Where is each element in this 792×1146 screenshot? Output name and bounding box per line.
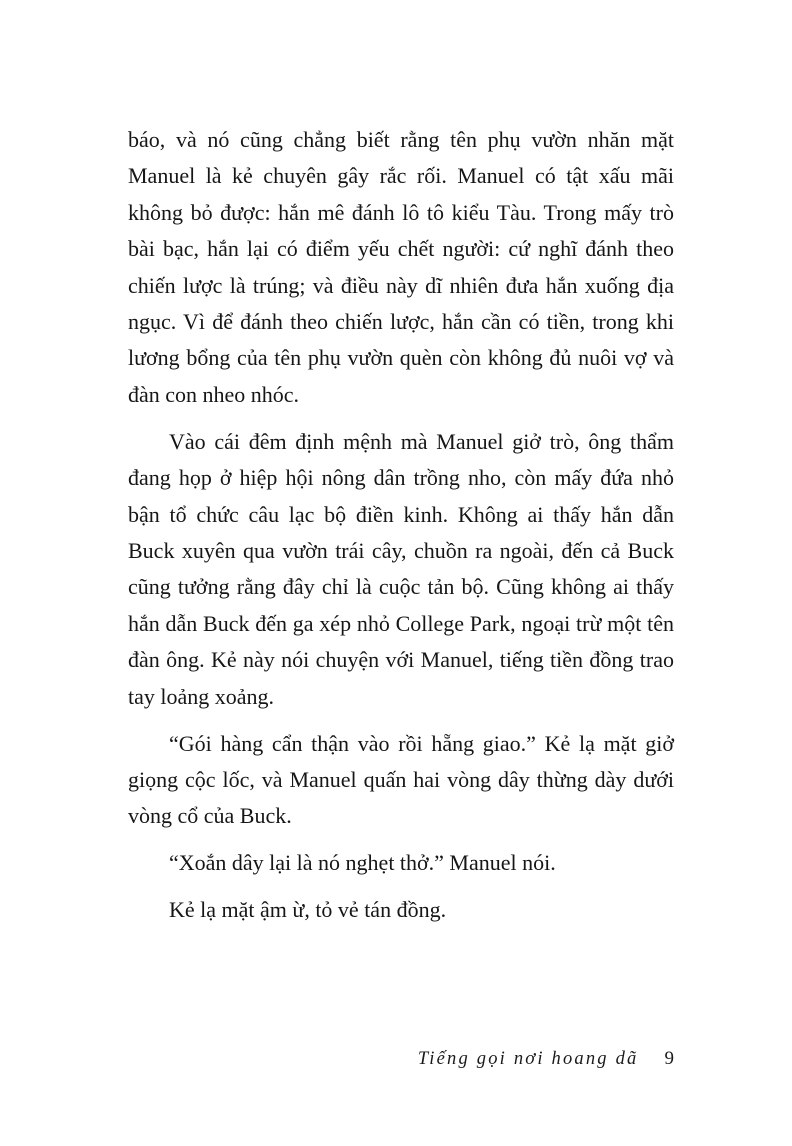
- paragraph: Vào cái đêm định mệnh mà Manuel giở trò, ông thẩm đang họp ở hiệp hội nông dân trồng nho, còn mấy đứa nhỏ bận tổ chức câu lạc bộ điền kinh. Không ai thấy hắn dẫn Buck xuyên qua vườn trái cây, chuồn ra ngoài, đến cả Buck cũng tưởng rằng đây chỉ là cuộc tản bộ. Cũng không ai thấy hắn dẫn Buck đến ga xép nhỏ College Park, ngoại trừ một tên đàn ông. Kẻ này nói chuyện với Manuel, tiếng tiền đồng trao tay loảng xoảng.: [128, 428, 674, 709]
- paragraph: báo, và nó cũng chẳng biết rằng tên phụ vườn nhăn mặt Manuel là kẻ chuyên gây rắc rối. Manuel có tật xấu mãi không bỏ được: hắn mê đánh lô tô kiểu Tàu. Trong mấy trò bài bạc, hắn lại có điểm yếu chết người: cứ nghĩ đánh theo chiến lược là trúng; và điều này dĩ nhiên đưa hắn xuống địa ngục. Vì để đánh theo chiến lược, hắn cần có tiền, trong khi lương bổng của tên phụ vườn quèn còn không đủ nuôi vợ và đàn con nheo nhóc.: [128, 127, 674, 407]
- running-footer-title: Tiếng gọi nơi hoang dã: [417, 1049, 639, 1069]
- paragraph: “Xoắn dây lại là nó nghẹt thở.” Manuel nói.: [169, 850, 556, 876]
- page-footer: [128, 1048, 674, 1070]
- page-text: [128, 122, 674, 939]
- page-number: 9: [664, 1048, 674, 1069]
- paragraph: Kẻ lạ mặt ậm ừ, tỏ vẻ tán đồng.: [169, 897, 447, 923]
- paragraph: “Gói hàng cẩn thận vào rồi hẵng giao.” Kẻ lạ mặt giở giọng cộc lốc, và Manuel quấn hai vòng dây thừng dày dưới vòng cổ của Buck.: [128, 730, 674, 829]
